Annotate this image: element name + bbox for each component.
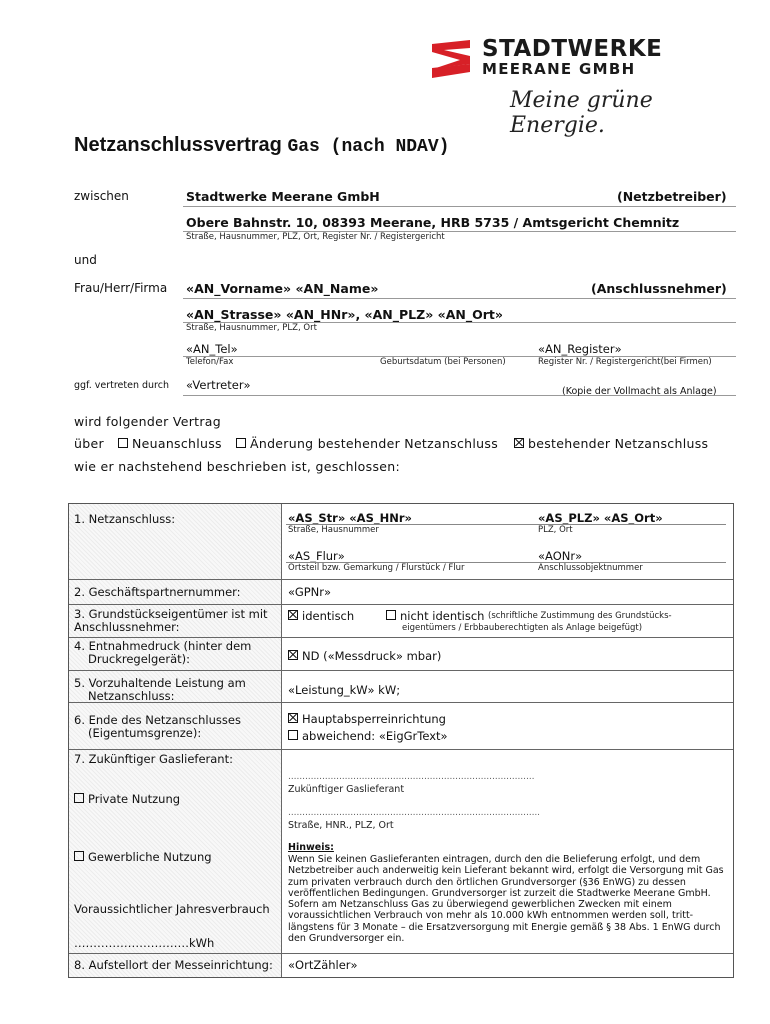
- customer-label: Frau/Herr/Firma: [74, 281, 168, 295]
- connection-plz: «AS_PLZ» «AS_Ort»: [538, 511, 663, 525]
- row2-label: 2. Geschäftspartnernummer:: [74, 585, 241, 599]
- checkbox-empty-icon: [386, 610, 396, 620]
- supplier-caption: Zukünftiger Gaslieferant: [288, 784, 405, 795]
- address-caption: Straße, HNR., PLZ, Ort: [288, 820, 394, 831]
- row3-label-line1: 3. Grundstückseigentümer ist mit: [74, 607, 268, 621]
- deviating-label: abweichend: «EigGrText»: [302, 729, 448, 743]
- pressure-option[interactable]: [288, 649, 441, 663]
- private-use-label: Private Nutzung: [88, 792, 181, 806]
- row1-label: 1. Netzanschluss:: [74, 512, 176, 526]
- option-existing-connection[interactable]: [514, 436, 708, 451]
- address-dots[interactable]: ……………………………………………………………………………..: [288, 808, 540, 818]
- logo-line1: STADTWERKE: [482, 36, 663, 62]
- owner-identical-option[interactable]: [288, 609, 354, 623]
- commercial-use-label: Gewerbliche Nutzung: [88, 850, 212, 864]
- checkbox-checked-icon: [514, 438, 524, 448]
- operator-role: (Netzbetreiber): [617, 189, 727, 204]
- owner-not-identical-label: nicht identisch: [400, 609, 485, 623]
- connection-flur: «AS_Flur»: [288, 549, 345, 563]
- checkbox-empty-icon: [74, 793, 84, 803]
- owner-identical-label: identisch: [302, 609, 355, 623]
- checkbox-empty-icon: [236, 438, 246, 448]
- title-main: Netzanschlussvertrag: [74, 134, 282, 156]
- operator-address-caption: Straße, Hausnummer, PLZ, Ort, Register Nr. / Registergericht: [186, 232, 445, 242]
- connection-aonr: «AONr»: [538, 549, 583, 563]
- checkbox-checked-icon: [288, 650, 298, 660]
- hint-title: Hinweis:: [288, 842, 334, 853]
- option-change-connection[interactable]: [236, 436, 498, 451]
- annual-consumption-label: Voraussichtlicher Jahresverbrauch: [74, 902, 270, 916]
- between-label: zwischen: [74, 189, 129, 203]
- option-new-connection-label: Neuanschluss: [132, 436, 222, 451]
- contract-line3: wie er nachstehend beschrieben ist, geschlossen:: [74, 459, 400, 474]
- row6-label-line1: 6. Ende des Netzanschlusses: [74, 713, 241, 727]
- checkbox-empty-icon: [74, 851, 84, 861]
- row5-label-line2: Netzanschluss:: [88, 689, 175, 703]
- option-change-connection-label: Änderung bestehender Netzanschluss: [250, 436, 499, 451]
- private-use-option[interactable]: [74, 792, 180, 806]
- business-partner-number: «GPNr»: [288, 585, 332, 599]
- main-shutoff-option[interactable]: [288, 712, 446, 726]
- logo-slogan: Meine grüne Energie.: [510, 88, 653, 138]
- flur-caption: Ortsteil bzw. Gemarkung / Flurstück / Flur: [288, 563, 465, 573]
- power-of-attorney-note: (Kopie der Vollmacht als Anlage): [562, 386, 717, 397]
- meter-location: «OrtZähler»: [288, 958, 358, 972]
- owner-note-line2: eigentümers / Erbbauberechtigten als Anlage beigefügt): [402, 623, 643, 633]
- customer-register: «AN_Register»: [538, 342, 622, 356]
- customer-tel: «AN_Tel»: [186, 342, 238, 356]
- customer-name: «AN_Vorname» «AN_Name»: [186, 281, 379, 296]
- owner-note-line1: (schriftliche Zustimmung des Grundstücks-: [488, 611, 672, 621]
- plz-caption: PLZ, Ort: [538, 525, 573, 535]
- street-caption: Straße, Hausnummer: [288, 525, 379, 535]
- power-value: «Leistung_kW» kW;: [288, 683, 401, 697]
- checkbox-empty-icon: [288, 730, 298, 740]
- customer-address: «AN_Strasse» «AN_HNr», «AN_PLZ» «AN_Ort»: [186, 307, 503, 322]
- commercial-use-option[interactable]: [74, 850, 212, 864]
- main-shutoff-label: Hauptabsperreinrichtung: [302, 712, 446, 726]
- contract-line1: wird folgender Vertrag: [74, 414, 221, 429]
- customer-role: (Anschlussnehmer): [591, 281, 727, 296]
- contract-over-label: über: [74, 436, 104, 451]
- checkbox-checked-icon: [288, 610, 298, 620]
- checkbox-checked-icon: [288, 713, 298, 723]
- row7-label: 7. Zukünftiger Gaslieferant:: [74, 752, 233, 766]
- owner-not-identical-option[interactable]: [386, 609, 484, 623]
- option-new-connection[interactable]: [118, 436, 222, 451]
- stadtwerke-logo-icon: [430, 38, 476, 80]
- row8-label: 8. Aufstellort der Messeinrichtung:: [74, 958, 273, 972]
- and-label: und: [74, 253, 97, 267]
- title-suffix: Gas (nach NDAV): [287, 137, 450, 157]
- hint-text: Wenn Sie keinen Gaslieferanten eintragen, durch den die Belieferung erfolgt, und dem Netzbetreiber auch anderweitig kein Lieferant bekannt wird, erfolgt die Versorgung mit Gas zum privaten verbrauch durch den örtlichen Grundversorger (§36 EnWG) zu dessen veröffentlichen Bedingungen. Grundversorger ist zurzeit die Stadtwerke Meerane GmbH. Sofern am Netzanschluss Gas zu überwiegend gewerblichen Zwecken mit einem voraussichtlichen Verbrauch von mehr als 10.000 kWh entnommen werden soll, tritt- längstens für 3 Monate – die Ersatzversorgung mit Energie gemäß § 38 Abs. 1 EnWG durch den Grundversorger ein.: [288, 854, 724, 945]
- customer-address-caption: Straße, Hausnummer, PLZ, Ort: [186, 323, 317, 333]
- option-existing-connection-label: bestehender Netzanschluss: [528, 436, 709, 451]
- company-logo: [430, 36, 730, 138]
- register-caption: Register Nr. / Registergericht(bei Firmen): [538, 357, 712, 367]
- row4-label-line1: 4. Entnahmedruck (hinter dem: [74, 639, 252, 653]
- representative-value: «Vertreter»: [186, 378, 251, 392]
- logo-line2: MEERANE GMBH: [482, 60, 636, 78]
- annual-consumption-field[interactable]: …………………………kWh: [74, 936, 215, 950]
- aonr-caption: Anschlussobjektnummer: [538, 563, 643, 573]
- deviating-option[interactable]: [288, 729, 448, 743]
- row6-label-line2: (Eigentumsgrenze):: [88, 726, 202, 740]
- row3-label-line2: Anschlussnehmer:: [74, 620, 180, 634]
- birth-caption: Geburtsdatum (bei Personen): [380, 357, 506, 367]
- operator-name: Stadtwerke Meerane GmbH: [186, 189, 380, 204]
- supplier-dots[interactable]: ……………………………………………………………………………: [288, 772, 535, 782]
- pressure-value: ND («Messdruck» mbar): [302, 649, 442, 663]
- row5-label-line1: 5. Vorzuhaltende Leistung am: [74, 676, 246, 690]
- operator-address: Obere Bahnstr. 10, 08393 Meerane, HRB 5735 / Amtsgericht Chemnitz: [186, 215, 680, 230]
- connection-street: «AS_Str» «AS_HNr»: [288, 511, 412, 525]
- representative-label: ggf. vertreten durch: [74, 380, 169, 391]
- checkbox-empty-icon: [118, 438, 128, 448]
- tel-caption: Telefon/Fax: [186, 357, 234, 367]
- document-title: [74, 134, 449, 157]
- row4-label-line2: Druckregelgerät):: [88, 652, 190, 666]
